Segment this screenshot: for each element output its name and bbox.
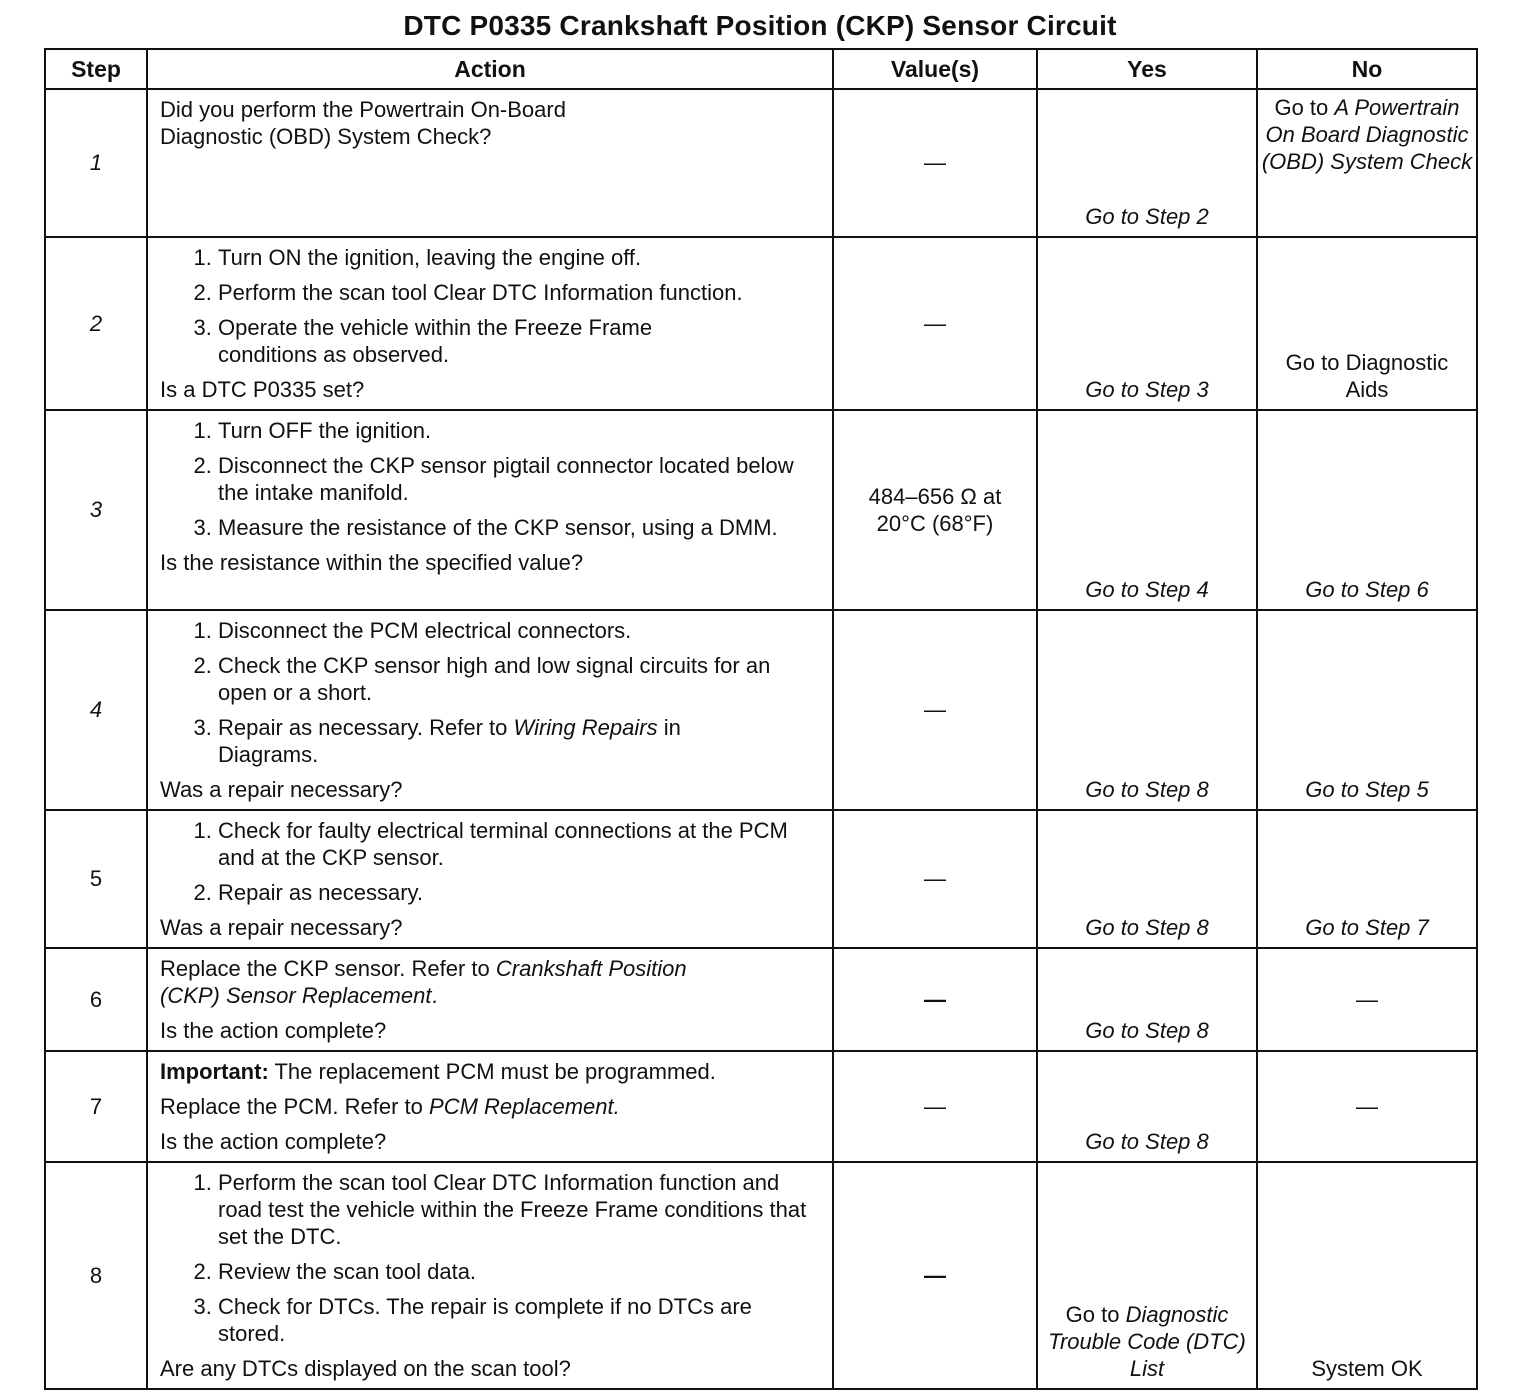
important-note [160, 1058, 824, 1085]
action-question: Was a repair necessary? [160, 777, 403, 802]
value-line: 484–656 Ω at [868, 484, 1002, 509]
important-label: Important: [160, 1059, 269, 1084]
action-item: 1. Perform the scan tool Clear DTC Information function and road test the vehicle within the Freeze Frame conditions that set the DTC. [218, 1169, 824, 1250]
step-number: 1 [45, 89, 147, 237]
action-item: 2. Review the scan tool data. [218, 1258, 824, 1285]
action-item: 2. Perform the scan tool Clear DTC Information function. [218, 279, 824, 306]
no-cell: System OK [1257, 1162, 1477, 1389]
yes-cell: Go to Step 8 [1037, 610, 1257, 810]
table-row [45, 948, 1477, 1051]
no-cell [1257, 89, 1477, 237]
action-cell [147, 810, 833, 948]
action-list [160, 817, 824, 906]
header-action: Action [147, 49, 833, 89]
yes-cell: Go to Step 8 [1037, 810, 1257, 948]
action-item-text: in Diagrams. [218, 715, 681, 767]
table-row [45, 810, 1477, 948]
dtc-table [44, 48, 1478, 1390]
action-cell [147, 1162, 833, 1389]
reference-link-text: Wiring Repairs [513, 715, 658, 740]
value-cell: — [833, 610, 1037, 810]
table-header-row [45, 49, 1477, 89]
action-text-prefix: Replace the CKP sensor. Refer to [160, 956, 496, 981]
action-text [160, 955, 694, 1009]
no-cell: Go to Step 5 [1257, 610, 1477, 810]
step-number: 4 [45, 610, 147, 810]
action-item: 2. Repair as necessary. [218, 879, 824, 906]
yes-cell: Go to Step 4 [1037, 410, 1257, 610]
action-text-suffix: . [431, 983, 438, 1008]
table-row [45, 410, 1477, 610]
action-list [160, 417, 824, 541]
header-step: Step [45, 49, 147, 89]
action-item-text: Repair as necessary. Refer to [218, 715, 514, 740]
reference-link-text: PCM Replacement. [429, 1094, 620, 1119]
action-item: 3. Operate the vehicle within the Freeze Frame conditions as observed. [218, 314, 734, 368]
no-link-text: A Powertrain On Board Diagnostic (OBD) System Check [1261, 95, 1473, 174]
no-cell: — [1257, 1051, 1477, 1162]
reference-link-text: Crankshaft Position (CKP) Sensor Replacement [160, 956, 687, 1008]
step-number: 2 [45, 237, 147, 410]
action-list [160, 244, 824, 368]
no-cell: Go to Step 7 [1257, 810, 1477, 948]
action-question: Is the action complete? [160, 1018, 387, 1043]
action-question: Is the resistance within the specified value? [160, 550, 584, 575]
action-item: 3. Check for DTCs. The repair is complete if no DTCs are stored. [218, 1293, 824, 1347]
table-row [45, 1051, 1477, 1162]
yes-cell: Go to Step 8 [1037, 948, 1257, 1051]
header-no: No [1257, 49, 1477, 89]
action-cell [147, 948, 833, 1051]
step-number: 3 [45, 410, 147, 610]
action-item: 1. Check for faulty electrical terminal connections at the PCM and at the CKP sensor. [218, 817, 824, 871]
step-number: 5 [45, 810, 147, 948]
action-item: 2. Disconnect the CKP sensor pigtail connector located below the intake manifold. [218, 452, 824, 506]
action-text-prefix: Replace the PCM. Refer to [160, 1094, 430, 1119]
value-cell: — [833, 89, 1037, 237]
table-row [45, 1162, 1477, 1389]
action-item: 2. Check the CKP sensor high and low signal circuits for an open or a short. [218, 652, 824, 706]
value-cell [833, 410, 1037, 610]
action-question: Are any DTCs displayed on the scan tool? [160, 1356, 571, 1381]
page-title: DTC P0335 Crankshaft Position (CKP) Sensor Circuit [403, 10, 1117, 41]
action-question: Is the action complete? [160, 1129, 387, 1154]
action-item [218, 714, 784, 768]
value-cell: — [833, 1051, 1037, 1162]
table-row [45, 237, 1477, 410]
yes-cell [1037, 1162, 1257, 1389]
yes-cell: Go to Step 8 [1037, 1051, 1257, 1162]
action-cell [147, 1051, 833, 1162]
action-cell [147, 410, 833, 610]
action-cell [147, 89, 833, 237]
important-text: The replacement PCM must be programmed. [268, 1059, 716, 1084]
yes-link-text: Diagnostic Trouble Code (DTC) List [1048, 1302, 1246, 1381]
value-cell: — [833, 810, 1037, 948]
no-cell: — [1257, 948, 1477, 1051]
value-cell: — [833, 1162, 1037, 1389]
no-text: Go to Diagnostic Aids [1285, 350, 1449, 402]
value-cell: — [833, 237, 1037, 410]
action-item: 1. Disconnect the PCM electrical connectors. [218, 617, 824, 644]
action-item: 3. Measure the resistance of the CKP sensor, using a DMM. [218, 514, 784, 541]
header-values: Value(s) [833, 49, 1037, 89]
yes-prefix: Go to [1065, 1302, 1120, 1327]
table-row [45, 610, 1477, 810]
value-line: 20°C (68°F) [876, 511, 994, 536]
action-text [160, 1093, 824, 1120]
step-number: 8 [45, 1162, 147, 1389]
action-question: Is a DTC P0335 set? [160, 377, 365, 402]
action-cell [147, 237, 833, 410]
no-cell: Go to Step 6 [1257, 410, 1477, 610]
yes-cell: Go to Step 3 [1037, 237, 1257, 410]
table-row [45, 89, 1477, 237]
yes-cell: Go to Step 2 [1037, 89, 1257, 237]
header-yes: Yes [1037, 49, 1257, 89]
no-cell [1257, 237, 1477, 410]
value-cell: — [833, 948, 1037, 1051]
action-question: Was a repair necessary? [160, 915, 403, 940]
step-number: 6 [45, 948, 147, 1051]
action-list [160, 1169, 824, 1347]
action-text: Did you perform the Powertrain On-Board Diagnostic (OBD) System Check? [160, 97, 566, 149]
step-number: 7 [45, 1051, 147, 1162]
action-list [160, 617, 824, 768]
action-cell [147, 610, 833, 810]
no-prefix: Go to [1274, 95, 1329, 120]
action-item: 1. Turn OFF the ignition. [218, 417, 824, 444]
action-item: 1. Turn ON the ignition, leaving the engine off. [218, 244, 824, 271]
